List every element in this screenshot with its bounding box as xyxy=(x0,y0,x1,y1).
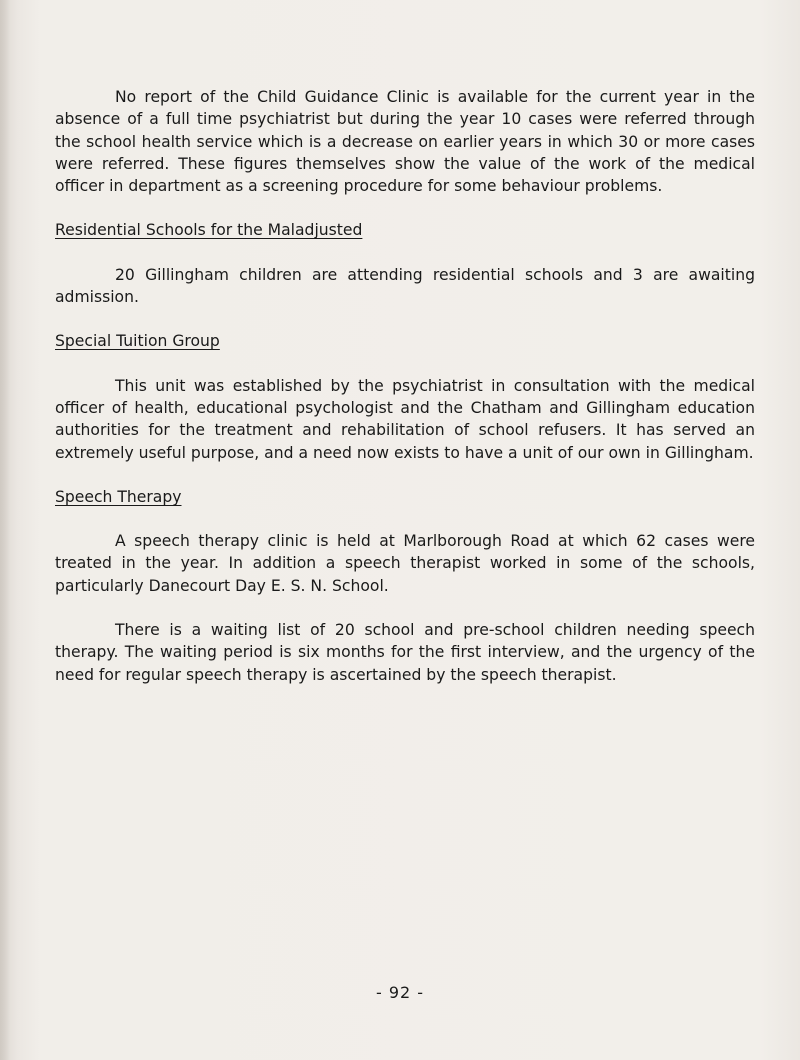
tuition-heading: Special Tuition Group xyxy=(55,332,220,351)
speech-paragraph-1: A speech therapy clinic is held at Marlborough Road at which 62 cases were treated in the year. In addition a speech therapist worked in some of the schools, particularly Danecourt Day E. S. N. School. xyxy=(55,532,755,595)
residential-heading-block xyxy=(55,219,755,241)
page-edge-shadow xyxy=(0,0,10,1060)
residential-paragraph: 20 Gillingham children are attending residential schools and 3 are awaiting admission. xyxy=(55,265,755,307)
page-number: - 92 - xyxy=(375,983,425,1002)
tuition-paragraph: This unit was established by the psychiatrist in consultation with the medical officer of health, educational psychologist and the Chatham and Gillingham education authorities for the treatment and rehabilitation of school refusers. It has served an extremely useful purpose, and a need now exists to have a unit of our own in Gillingham. xyxy=(55,376,755,462)
speech-heading-block xyxy=(55,486,755,508)
intro-paragraph: No report of the Child Guidance Clinic is available for the current year in the absence of a full time psychiatrist but during the year 10 cases were referred through the school health service which is a decrease on earlier years in which 30 or more cases were referred. These figures themselves show the value of the work of the medical officer in department as a screening procedure for some behaviour problems. xyxy=(55,88,755,196)
tuition-heading-block xyxy=(55,330,755,352)
document-body xyxy=(55,86,755,686)
speech-paragraph-2: There is a waiting list of 20 school and pre-school children needing speech therapy. The waiting period is six months for the first interview, and the urgency of the need for regular speech therapy is ascertained by the speech therapist. xyxy=(55,621,755,684)
speech-heading: Speech Therapy xyxy=(55,487,182,506)
residential-heading: Residential Schools for the Maladjusted xyxy=(55,221,363,240)
